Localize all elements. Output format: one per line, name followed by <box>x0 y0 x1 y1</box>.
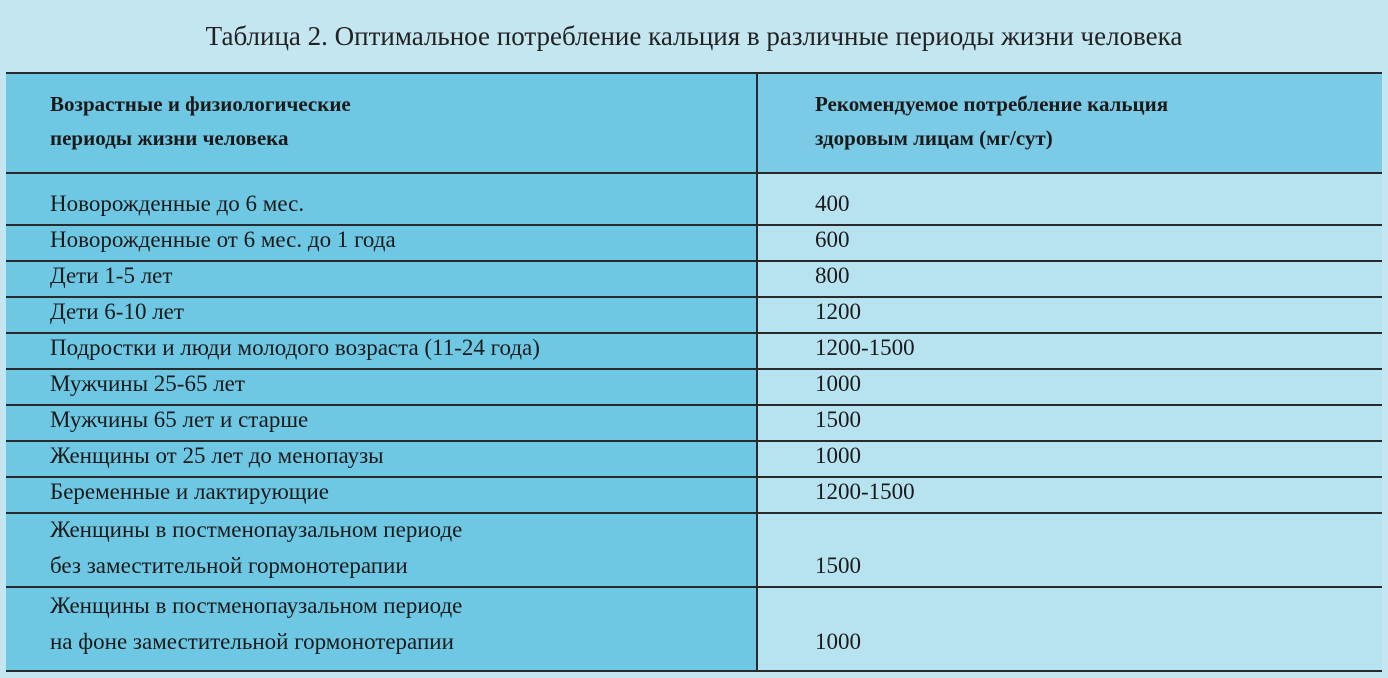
row-period: Дети 6-10 лет <box>50 299 184 324</box>
table-row <box>6 514 1382 588</box>
header-age-periods-line2: периоды жизни человека <box>50 126 289 150</box>
header-recommended-intake-line2: здоровым лицам (мг/сут) <box>815 126 1053 150</box>
row-period-line1: Женщины в постменопаузальном периоде <box>50 517 463 542</box>
table-row <box>6 478 1382 514</box>
row-period: Беременные и лактирующие <box>50 479 329 504</box>
table-body <box>6 174 1382 670</box>
table-row <box>6 442 1382 478</box>
row-value: 1200-1500 <box>815 335 915 360</box>
row-value: 1500 <box>815 553 861 578</box>
table-row <box>6 406 1382 442</box>
row-value: 400 <box>815 191 850 216</box>
row-value: 1500 <box>815 407 861 432</box>
header-age-periods-line1: Возрастные и физиологические <box>50 92 351 116</box>
row-value: 1000 <box>815 629 861 654</box>
row-period: Мужчины 65 лет и старше <box>50 407 309 432</box>
row-value: 1200-1500 <box>815 479 915 504</box>
row-period: Подростки и люди молодого возраста (11-24 года) <box>50 335 540 360</box>
table-row <box>6 334 1382 370</box>
row-period <box>50 512 462 584</box>
row-period-line1: Женщины в постменопаузальном периоде <box>50 593 463 618</box>
row-period: Дети 1-5 лет <box>50 263 173 288</box>
row-period: Мужчины 25-65 лет <box>50 371 245 396</box>
row-period-line2: без заместительной гормонотерапии <box>50 553 408 578</box>
row-period-line2: на фоне заместительной гормонотерапии <box>50 629 454 654</box>
table-row <box>6 370 1382 406</box>
table-row <box>6 588 1382 668</box>
table-title: Таблица 2. Оптимальное потребление кальция в различные периоды жизни человека <box>0 0 1388 72</box>
header-recommended-intake <box>758 74 1382 172</box>
row-value: 1200 <box>815 299 861 324</box>
table-row <box>6 226 1382 262</box>
table-row <box>6 174 1382 226</box>
row-value: 800 <box>815 263 850 288</box>
table-header <box>6 74 1382 174</box>
row-value: 600 <box>815 227 850 252</box>
row-value: 1000 <box>815 443 861 468</box>
row-period: Новорожденные от 6 мес. до 1 года <box>50 227 396 252</box>
row-period: Новорожденные до 6 мес. <box>50 191 305 216</box>
table-row <box>6 298 1382 334</box>
table-row <box>6 262 1382 298</box>
header-age-periods <box>6 74 758 172</box>
row-period: Женщины от 25 лет до менопаузы <box>50 443 384 468</box>
row-period <box>50 588 462 660</box>
calcium-table <box>6 72 1382 672</box>
row-value: 1000 <box>815 371 861 396</box>
header-recommended-intake-line1: Рекомендуемое потребление кальция <box>815 92 1169 116</box>
